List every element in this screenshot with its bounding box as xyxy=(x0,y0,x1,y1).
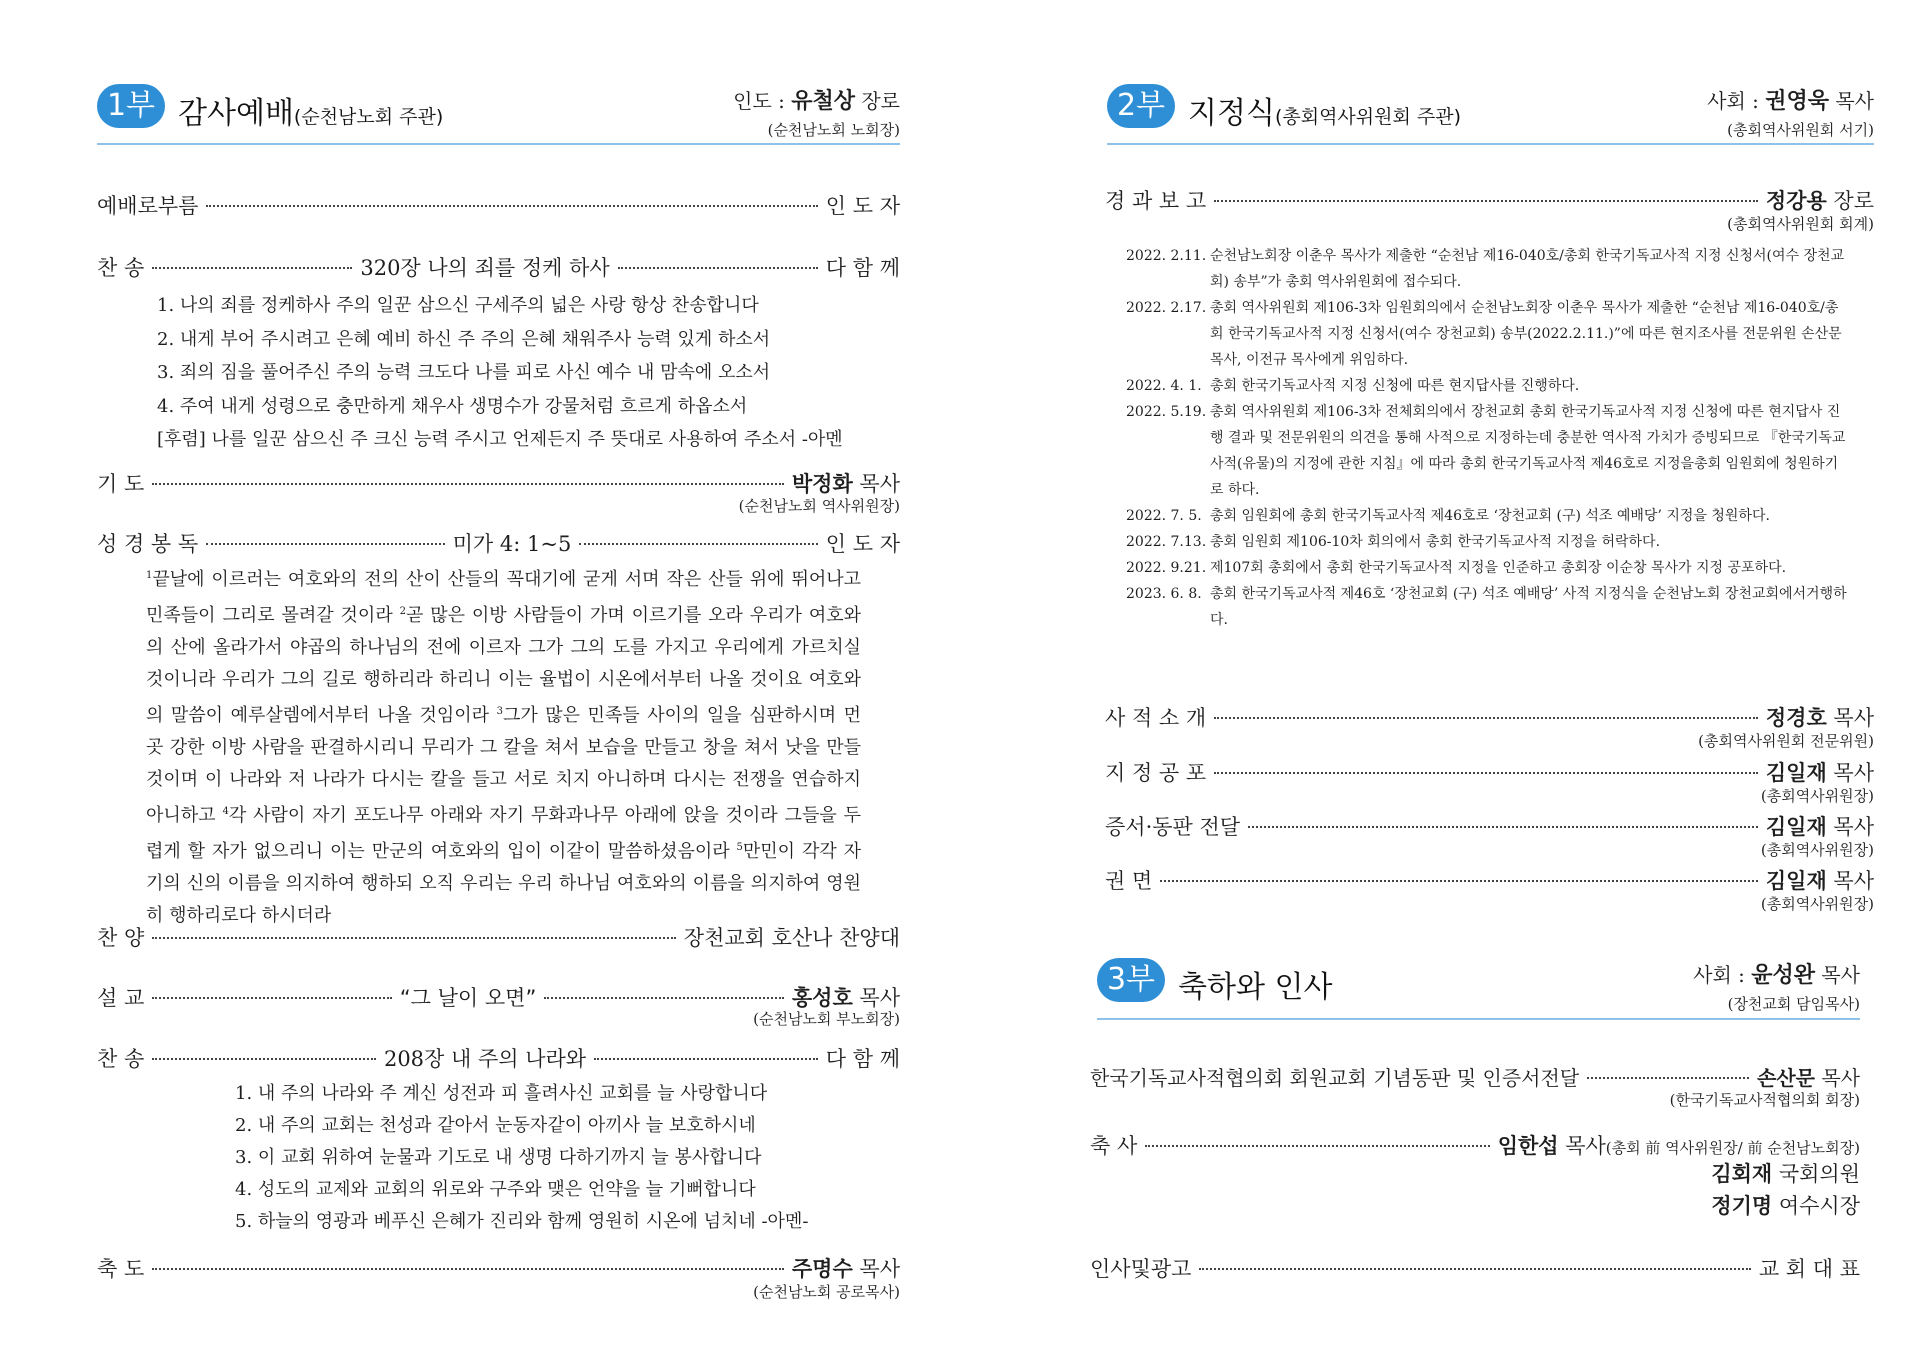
history-date: 2022. 7. 5. xyxy=(1126,508,1202,524)
history-text: 총회 임원회 제106-10차 회의에서 총회 한국기독교사적 지정을 허락하다. xyxy=(1210,534,1661,550)
leader-dots xyxy=(152,1058,376,1060)
row-label: 찬 송 xyxy=(97,256,145,280)
part2-badge: 2부 xyxy=(1107,84,1175,128)
leader-dots xyxy=(152,937,676,939)
person-name: 정경호 xyxy=(1765,706,1827,730)
row-label: 설 교 xyxy=(97,986,145,1010)
row-value: 인 도 자 xyxy=(825,532,901,556)
history-item xyxy=(1126,503,1848,529)
row-label: 권 면 xyxy=(1105,869,1153,893)
row-label: 한국기독교사적협의회 회원교회 기념동판 및 인증서전달 xyxy=(1090,1066,1580,1090)
part1-title-sub: (순천남노회 주관) xyxy=(293,106,444,128)
verse-line: 2. 내게 부어 주시려고 은혜 예비 하신 주 주의 은혜 채워주사 능력 있게 하소서 xyxy=(157,328,771,350)
part3-leader xyxy=(1693,958,1860,1014)
part3-leader-org: (장천교회 담임목사) xyxy=(1727,995,1860,1013)
verse-number: 5 xyxy=(736,842,743,853)
person-title: 목사 xyxy=(1826,761,1874,785)
verse-line: 3. 죄의 짐을 풀어주신 주의 능력 크도다 나를 피로 사신 예수 내 맘속에 오소서 xyxy=(157,362,771,383)
history-date: 2022. 5.19. xyxy=(1126,404,1207,420)
row-value: 다 함 께 xyxy=(825,256,901,280)
history-text: 순천남노회장 이춘우 목사가 제출한 “순천남 제16-040호/총회 한국기독교사적 지정 신청서(여수 장천교회) 송부”가 총회 역사위원회에 접수되다. xyxy=(1210,248,1845,290)
verse-line: 5. 하늘의 영광과 베푸신 은혜가 진리와 함께 영원히 시온에 넘치네 -아멘- xyxy=(235,1211,809,1232)
row-benediction xyxy=(97,1253,900,1283)
person-name: 김일재 xyxy=(1765,869,1827,893)
person-org: (총회 前 역사위원장/ 前 순천남노회장) xyxy=(1605,1139,1860,1157)
person-name: 주명수 xyxy=(791,1257,853,1281)
leader-dots xyxy=(1587,1077,1749,1079)
part3-leader-role: 사회 : xyxy=(1693,963,1752,987)
person-name: 정기명 xyxy=(1711,1194,1773,1218)
part2-title-sub: (총회역사위원회 주관) xyxy=(1274,106,1462,128)
row-value xyxy=(1766,811,1874,841)
part3-rule xyxy=(1097,1018,1860,1020)
history-text: 총회 역사위원회 제106-3차 임원회의에서 순천남노회장 이춘우 목사가 제출한 “순천남 제16-040호/총회 한국기독교사적 지정 신청서(여수 장천교회) 송부(2022.2.11.)”에 따른 현지조사를 전문위원 손산문 목사, 이전규 목사에게 위임하다. xyxy=(1210,300,1842,368)
verse-number: 3 xyxy=(496,706,503,717)
row-middle: 미가 4: 1~5 xyxy=(452,532,572,556)
leader-dots xyxy=(594,1058,818,1060)
history-item xyxy=(1126,581,1848,633)
part3-leader-title: 목사 xyxy=(1815,963,1860,987)
row-middle: 208장 내 주의 나라와 xyxy=(383,1047,587,1071)
row-value xyxy=(792,1253,900,1283)
part1-badge: 1부 xyxy=(97,84,165,128)
history-text: 총회 한국기독교사적 제46호 ‘장천교회 (구) 석조 예배당’ 사적 지정식을 순천남노회 장천교회에서거행하다. xyxy=(1210,586,1847,628)
row-hymn-1 xyxy=(97,252,900,282)
leader-dots xyxy=(1214,772,1758,774)
person-org: (한국기독교사적협의회 회장) xyxy=(1669,1091,1860,1109)
row-label: 경 과 보 고 xyxy=(1105,189,1207,213)
person-org: (순천남노회 부노회장) xyxy=(753,1010,900,1028)
person-name: 박정화 xyxy=(791,472,853,496)
history-text: 총회 임원회에 총회 한국기독교사적 제46호로 ‘장천교회 (구) 석조 예배당’ 지정을 청원하다. xyxy=(1210,508,1770,524)
person-name: 홍성호 xyxy=(791,986,853,1010)
row-scripture-reading xyxy=(97,528,900,558)
person-title: 국회의원 xyxy=(1772,1162,1860,1186)
right-page xyxy=(960,0,1920,1355)
history-item xyxy=(1126,399,1848,503)
part1-title xyxy=(178,88,443,132)
part3-leader-name: 윤성완 xyxy=(1751,963,1815,988)
part2-leader-org: (총회역사위원회 서기) xyxy=(1727,121,1874,139)
person-name: 임한섭 xyxy=(1497,1134,1559,1158)
history-date: 2022. 9.21. xyxy=(1126,560,1207,576)
part2-leader-role: 사회 : xyxy=(1707,89,1766,113)
person-title: 목사 xyxy=(1826,815,1874,839)
row-value xyxy=(1766,702,1874,732)
person-name: 손산문 xyxy=(1757,1066,1815,1090)
hymn-2-verses xyxy=(235,1078,808,1238)
verse-text: 끝날에 이르러는 여호와의 전의 산이 산들의 꼭대기에 굳게 서며 작은 산들 위에 뛰어나고 민족들이 그리로 몰려갈 것이라 xyxy=(146,569,861,626)
history-item xyxy=(1126,373,1848,399)
row-anthem xyxy=(97,922,900,952)
row-call-to-worship xyxy=(97,190,900,220)
part2-leader xyxy=(1707,84,1874,140)
row-label: 찬 송 xyxy=(97,1047,145,1071)
person-name: 정강용 xyxy=(1765,189,1827,213)
part1-leader xyxy=(733,84,900,140)
row-label: 증서·동판 전달 xyxy=(1105,815,1241,839)
person-name: 김회재 xyxy=(1711,1162,1773,1186)
verse-text: 그가 많은 민족들 사이의 일을 심판하시며 먼 곳 강한 이방 사람을 판결하시리니 무리가 그 칼을 쳐서 보습을 만들고 창을 쳐서 낫을 만들 것이며 이 나라와 저 나라가 다시는 칼을 들고 서로 치지 아니하며 다시는 전쟁을 연습하지 아니하고 xyxy=(146,705,862,826)
row-label: 예배로부름 xyxy=(97,194,199,218)
history-date: 2023. 6. 8. xyxy=(1126,586,1202,602)
row-value xyxy=(1498,1130,1860,1160)
leader-dots xyxy=(152,1268,784,1270)
history-item xyxy=(1126,529,1848,555)
leader-dots xyxy=(1145,1145,1489,1147)
part1-leader-org: (순천남노회 노회장) xyxy=(767,121,900,139)
person-title: 장로 xyxy=(1826,189,1874,213)
history-date: 2022. 7.13. xyxy=(1126,534,1207,550)
part2-leader-name: 권영욱 xyxy=(1765,89,1829,114)
verse-line: 4. 성도의 교제와 교회의 위로와 구주와 맺은 언약을 늘 기뻐합니다 xyxy=(235,1179,756,1200)
part1-leader-title: 장로 xyxy=(855,89,900,113)
verse-number: 1 xyxy=(146,570,153,581)
row-value xyxy=(1766,865,1874,895)
person-org: (총회역사위원장) xyxy=(1760,895,1874,913)
row-site-introduction xyxy=(1105,702,1874,732)
verse-text: 만민이 각각 자기의 신의 이름을 의지하여 행하되 오직 우리는 우리 하나님 여호와의 이름을 의지하여 영원히 행하리로다 하시더라 xyxy=(146,841,861,926)
person-title: 목사 xyxy=(1558,1134,1606,1158)
row-value xyxy=(1766,757,1874,787)
row-value xyxy=(1757,1062,1860,1091)
verse-line: 2. 내 주의 교회는 천성과 같아서 눈동자같이 아끼사 늘 보호하시네 xyxy=(235,1115,756,1136)
verse-text: 각 사람이 자기 포도나무 아래와 자기 무화과나무 아래에 앉을 것이라 그들을 두렵게 할 자가 없으리니 이는 만군의 여호와의 입이 이같이 말씀하셨음이라 xyxy=(146,805,861,862)
row-prayer xyxy=(97,468,900,498)
part1-leader-role: 인도 : xyxy=(733,89,792,113)
hymn-1-verses xyxy=(157,289,843,457)
history-date: 2022. 2.11. xyxy=(1126,248,1207,264)
part3-title: 축하와 인사 xyxy=(1178,970,1333,1005)
verse-line: 1. 내 주의 나라와 주 계신 성전과 피 흘려사신 교회를 늘 사랑합니다 xyxy=(235,1083,768,1104)
part2-title-main: 지정식 xyxy=(1188,96,1275,131)
row-plaque-presentation xyxy=(1090,1062,1860,1091)
person-org: (총회역사위원장) xyxy=(1760,841,1874,859)
person-name: 김일재 xyxy=(1765,761,1827,785)
verse-line: 4. 주여 내게 성령으로 충만하게 채우사 생명수가 강물처럼 흐르게 하옵소서 xyxy=(157,395,748,417)
person-name: 김일재 xyxy=(1765,815,1827,839)
leader-dots xyxy=(152,997,392,999)
leader-dots xyxy=(618,267,818,269)
row-certificate-presentation xyxy=(1105,811,1874,841)
leader-dots xyxy=(1160,880,1758,882)
row-progress-report xyxy=(1105,185,1874,215)
row-value: 다 함 께 xyxy=(825,1047,900,1071)
person-title: 목사 xyxy=(852,472,900,496)
part1-title-main: 감사예배 xyxy=(178,96,294,131)
part1-leader-name: 유철상 xyxy=(791,89,855,114)
verse-text: 곧 많은 이방 사람들이 가며 이르기를 오라 우리가 여호와의 산에 올라가서 야곱의 하나님의 전에 이르자 그가 그의 도를 가지고 우리에게 가르치실 것이니라 우리가 그의 길로 행하리라 하리니 이는 율법이 시온에서부터 나올 것이요 여호와의 말씀이 예루살렘에서부터 나올 것임이라 xyxy=(146,605,861,726)
row-hymn-2 xyxy=(97,1043,900,1073)
leader-dots xyxy=(579,543,817,545)
person-title: 목사 xyxy=(1826,869,1874,893)
part1-rule xyxy=(97,143,900,145)
scripture-text xyxy=(146,560,861,932)
verse-line: 1. 나의 죄를 정케하사 주의 일꾼 삼으신 구세주의 넓은 사랑 항상 찬송합니다 xyxy=(157,295,759,316)
row-value: 인 도 자 xyxy=(825,194,900,218)
leader-dots xyxy=(206,543,444,545)
row-exhortation xyxy=(1105,865,1874,895)
row-label: 기 도 xyxy=(97,472,145,496)
person-title: 목사 xyxy=(852,1257,900,1281)
leader-dots xyxy=(206,205,817,207)
history-date: 2022. 4. 1. xyxy=(1126,378,1202,394)
verse-line: [후렴] 나를 일꾼 삼으신 주 크신 능력 주시고 언제든지 주 뜻대로 사용하여 주소서 -아멘 xyxy=(157,429,843,450)
leader-dots xyxy=(1214,717,1758,719)
part2-leader-title: 목사 xyxy=(1829,89,1874,113)
person-org: (총회역사위원회 회계) xyxy=(1727,215,1874,233)
row-middle: 320장 나의 죄를 정케 하사 xyxy=(360,256,610,280)
history-item xyxy=(1126,555,1848,581)
row-label: 축 도 xyxy=(97,1257,145,1281)
history-text: 제107회 총회에서 총회 한국기독교사적 지정을 인준하고 총회장 이순창 목사가 지정 공포하다. xyxy=(1210,560,1787,576)
leader-dots xyxy=(1199,1268,1750,1270)
row-label: 사 적 소 개 xyxy=(1105,706,1207,730)
part3-badge: 3부 xyxy=(1097,958,1165,1002)
sermon-title: “그 날이 오면” xyxy=(399,986,537,1010)
row-greetings-announcements xyxy=(1090,1253,1860,1283)
extra-speaker xyxy=(1711,1158,1860,1188)
row-designation-proclamation xyxy=(1105,757,1874,787)
row-value xyxy=(792,468,900,498)
row-value: 장천교회 호산나 찬양대 xyxy=(683,926,900,950)
history-list xyxy=(1126,243,1848,633)
verse-line: 3. 이 교회 위하여 눈물과 기도로 내 생명 다하기까지 늘 봉사합니다 xyxy=(235,1147,762,1168)
person-org: (순천남노회 역사위원장) xyxy=(738,497,900,515)
person-org: (총회역사위원장) xyxy=(1760,787,1874,805)
leader-dots xyxy=(152,267,352,269)
leader-dots xyxy=(1248,826,1758,828)
row-value xyxy=(1766,185,1874,215)
history-text: 총회 역사위원회 제106-3차 전체회의에서 장천교회 총회 한국기독교사적 지정 신청에 따른 현지답사 진행 결과 및 전문위원의 의견을 통해 사적으로 지정하는데 충분한 역사적 가치가 증빙되므로 『한국기독교 사적(유물)의 지정에 관한 지침』에 따라 총회 한국기독교사적 제46호로 지정을총회 임원회에 청원하기로 하다. xyxy=(1210,404,1846,498)
person-title: 여수시장 xyxy=(1772,1194,1860,1218)
history-text: 총회 한국기독교사적 지정 신청에 따른 현지답사를 진행하다. xyxy=(1210,378,1580,394)
row-label: 찬 양 xyxy=(97,926,145,950)
row-label: 지 정 공 포 xyxy=(1105,761,1207,785)
row-label: 성 경 봉 독 xyxy=(97,532,199,556)
person-title: 목사 xyxy=(852,986,900,1010)
verse-number: 4 xyxy=(222,806,229,817)
part2-title xyxy=(1188,88,1461,132)
leader-dots xyxy=(152,483,784,485)
history-date: 2022. 2.17. xyxy=(1126,300,1207,316)
person-title: 목사 xyxy=(1815,1066,1860,1090)
row-label: 인사및광고 xyxy=(1090,1257,1192,1281)
extra-speaker xyxy=(1711,1190,1860,1220)
history-item xyxy=(1126,243,1848,295)
row-label: 축 사 xyxy=(1090,1134,1138,1158)
row-congratulatory-address xyxy=(1090,1130,1860,1160)
leader-dots xyxy=(1214,200,1758,202)
leader-dots xyxy=(544,997,784,999)
part2-rule xyxy=(1107,143,1874,145)
row-value: 교 회 대 표 xyxy=(1758,1257,1860,1281)
person-title: 목사 xyxy=(1826,706,1874,730)
person-org: (총회역사위원회 전문위원) xyxy=(1698,732,1874,750)
person-org: (순천남노회 공로목사) xyxy=(753,1283,900,1301)
verse-number: 2 xyxy=(399,606,406,617)
history-item xyxy=(1126,295,1848,373)
